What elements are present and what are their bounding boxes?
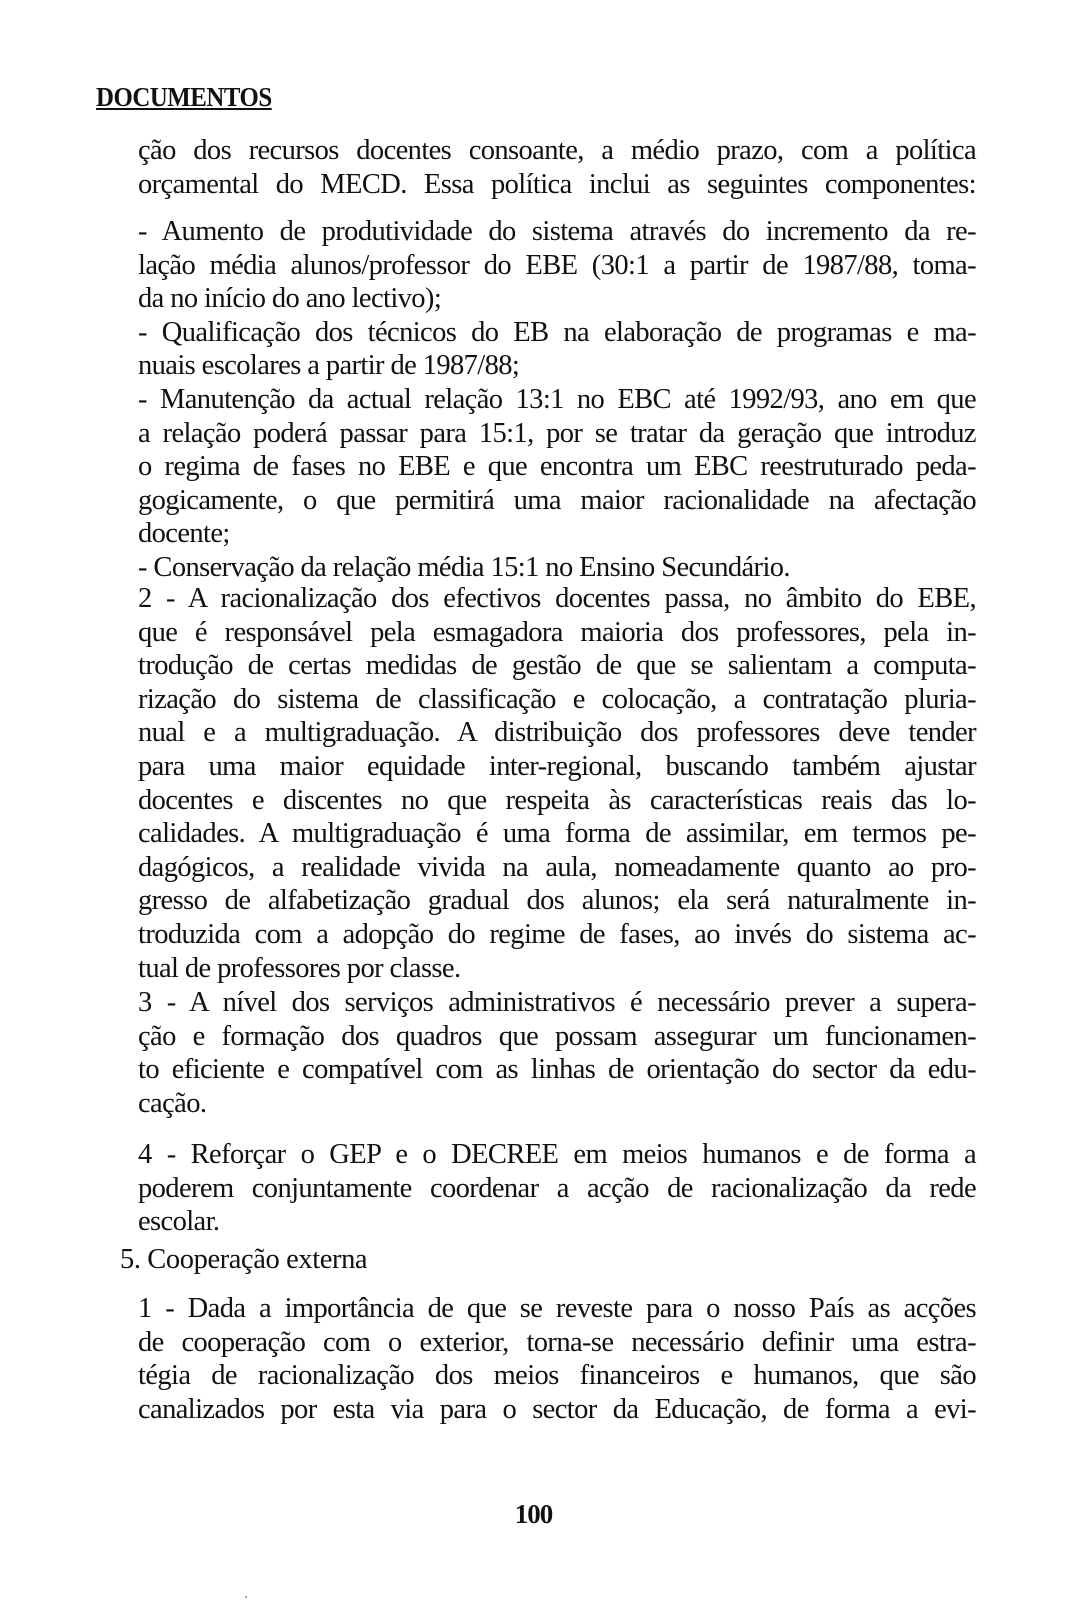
text-line: para uma maior equidade inter-regional, buscando também ajustar: [138, 750, 976, 782]
text-line: to eficiente e compatível com as linhas de orientação do sector da edu-: [138, 1054, 976, 1086]
text-line: gogicamente, o que permitirá uma maior racionalidade na afectação: [138, 484, 976, 516]
text-line: cação.: [138, 1087, 207, 1119]
text-line: 2 - A racionalização dos efectivos docentes passa, no âmbito do EBE,: [138, 583, 976, 614]
text-line: gresso de alfabetização gradual dos alunos; ela será naturalmente in-: [138, 885, 976, 917]
text-line: 3 - A nível dos serviços administrativos é necessário prever a supera-: [138, 987, 976, 1018]
text-line: dagógicos, a realidade vivida na aula, nomeadamente quanto ao pro-: [138, 851, 976, 883]
text-line: poderem conjuntamente coordenar a acção de racionalização da rede: [138, 1172, 976, 1204]
text-line: - Conservação da relação média 15:1 no Ensino Secundário.: [138, 551, 790, 583]
text-line: trodução de certas medidas de gestão de que se salientam a computa-: [138, 650, 976, 682]
page-number: 100: [514, 1499, 553, 1529]
text-line: docente;: [138, 518, 230, 550]
text-line: nual e a multigraduação. A distribuição dos professores deve tender: [138, 717, 976, 749]
paragraph-intro: [138, 134, 976, 201]
scan-speck: [245, 1596, 247, 1598]
section-heading-cooperacao-externa: 5. Cooperação externa: [120, 1244, 368, 1275]
text-line: 4 - Reforçar o GEP e o DECREE em meios humanos e de forma a: [138, 1139, 976, 1170]
text-line: - Manutenção da actual relação 13:1 no EBC até 1992/93, ano em que: [138, 383, 976, 415]
text-line: de cooperação com o exterior, torna-se necessário definir uma estra-: [138, 1326, 976, 1358]
text-line: tégia de racionalização dos meios financeiros e humanos, que são: [138, 1360, 976, 1392]
text-line: tual de professores por classe.: [138, 952, 461, 984]
text-line: ção dos recursos docentes consoante, a médio prazo, com a política: [138, 135, 976, 166]
text-line: troduzida com a adopção do regime de fases, ao invés do sistema ac-: [138, 918, 976, 950]
text-line: orçamental do MECD. Essa política inclui as seguintes componentes:: [138, 168, 976, 200]
text-line: da no início do ano lectivo);: [138, 283, 442, 315]
paragraph-2: [138, 582, 976, 985]
text-line: 1 - Dada a importância de que se reveste para o nosso País as acções: [138, 1293, 976, 1324]
text-line: - Qualificação dos técnicos do EB na elaboração de programas e ma-: [138, 316, 976, 348]
text-line: - Aumento de produtividade do sistema através do incremento da re-: [138, 216, 976, 247]
text-line: que é responsável pela esmagadora maioria dos professores, pela in-: [138, 616, 976, 648]
paragraph-components-list: [138, 215, 976, 585]
paragraph-3: [138, 986, 976, 1120]
text-line: escolar.: [138, 1206, 220, 1238]
running-header: DOCUMENTOS: [96, 82, 272, 112]
paragraph-5-1: [138, 1292, 976, 1426]
text-line: o regima de fases no EBE e que encontra um EBC reestruturado peda-: [138, 451, 976, 483]
text-line: a relação poderá passar para 15:1, por se tratar da geração que introduz: [138, 417, 976, 449]
text-line: calidades. A multigraduação é uma forma de assimilar, em termos pe-: [138, 818, 976, 850]
text-line: rização do sistema de classificação e colocação, a contratação pluria-: [138, 683, 976, 715]
paragraph-4: [138, 1138, 976, 1239]
text-line: nuais escolares a partir de 1987/88;: [138, 350, 520, 382]
text-line: canalizados por esta via para o sector da Educação, de forma a evi-: [138, 1393, 976, 1425]
text-line: docentes e discentes no que respeita às características reais das lo-: [138, 784, 976, 816]
text-line: lação média alunos/professor do EBE (30:1 a partir de 1987/88, toma-: [138, 249, 976, 281]
text-line: ção e formação dos quadros que possam assegurar um funcionamen-: [138, 1020, 976, 1052]
